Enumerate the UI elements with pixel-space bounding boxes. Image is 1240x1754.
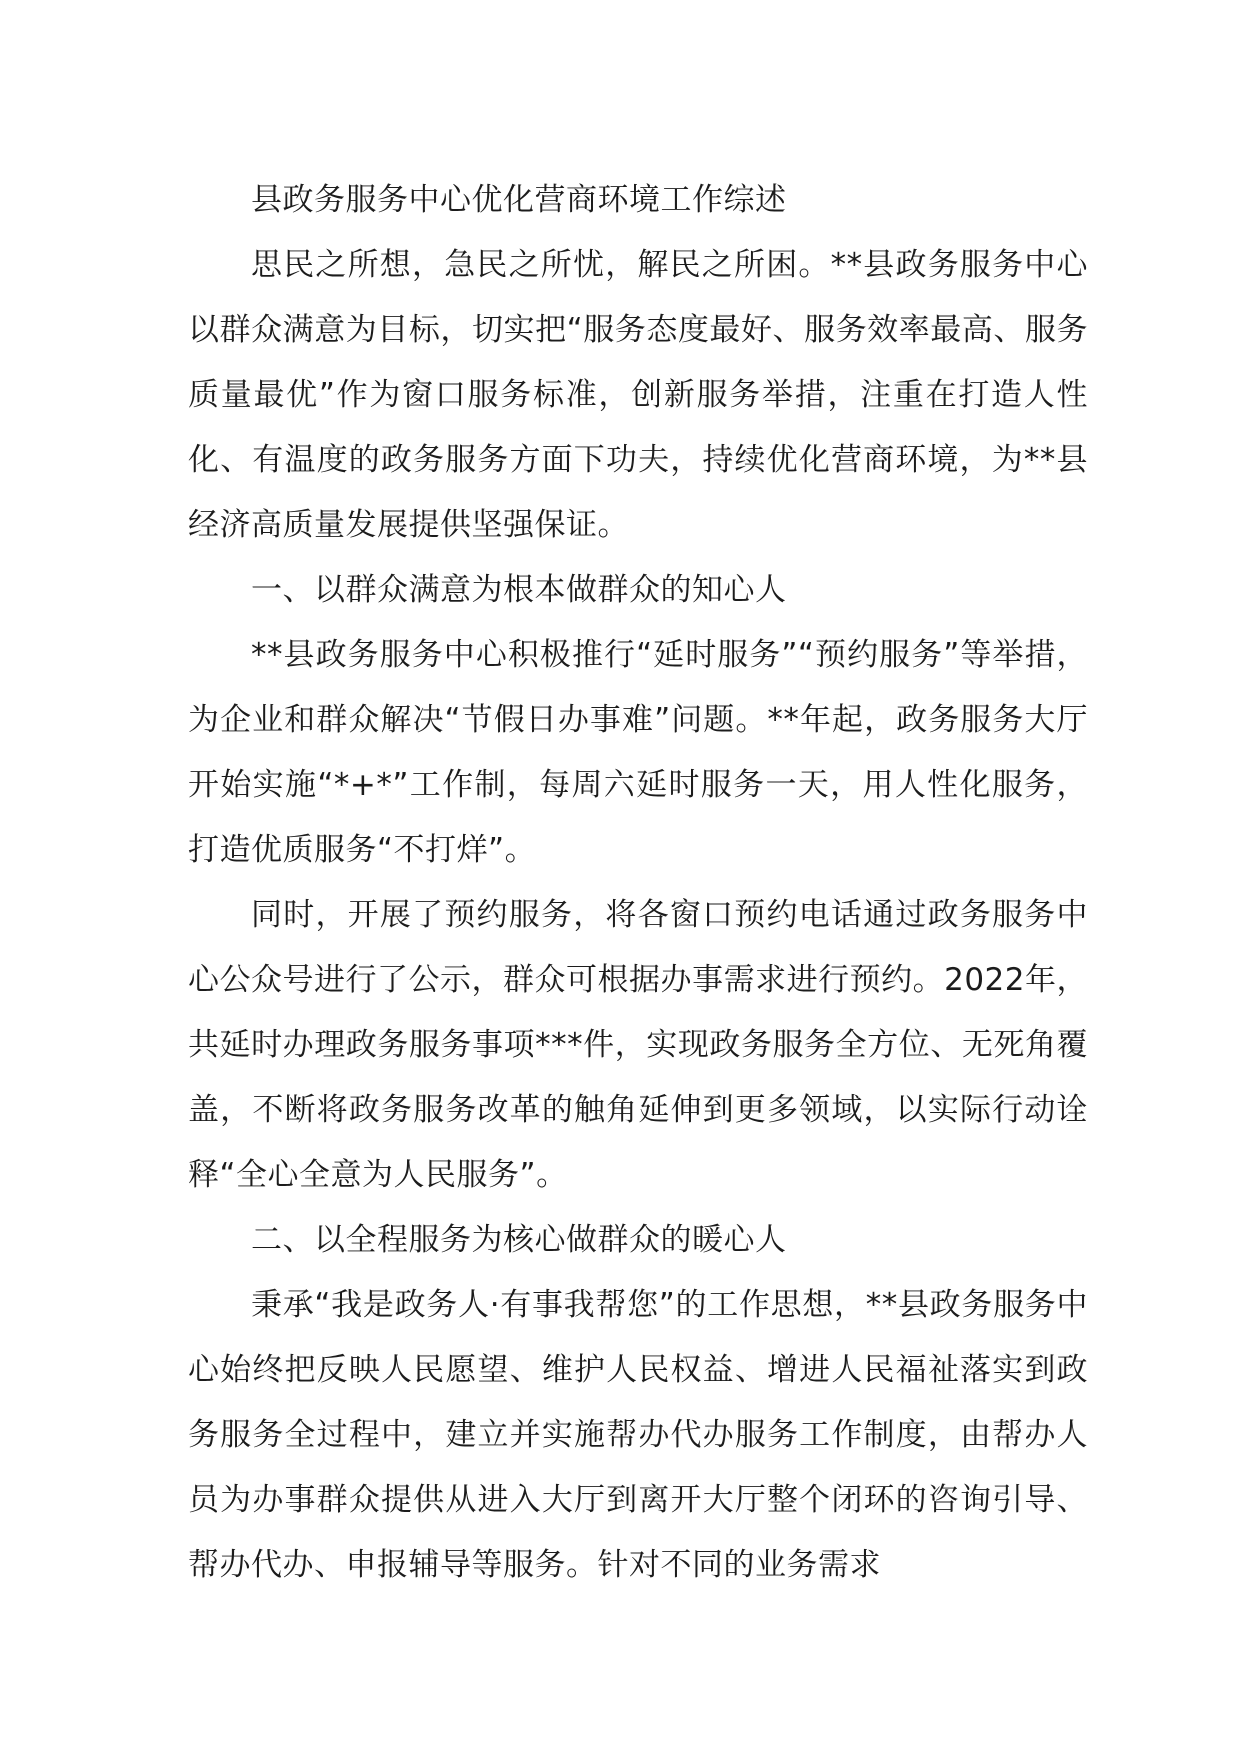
paragraph-extended-service: **县政务服务中心积极推行“延时服务”“预约服务”等举措，为企业和群众解决“节假日办事难”问题。**年起，政务服务大厅开始实施“*+*”工作制，每周六延时服务一天，用人性化服务，打造优质服务“不打烊”。 <box>188 637 1088 868</box>
document-body <box>188 168 1088 1598</box>
paragraph-appointment-service: 同时，开展了预约服务，将各窗口预约电话通过政务服务中心公众号进行了公示，群众可根据办事需求进行预约。2022年，共延时办理政务服务事项***件，实现政务服务全方位、无死角覆盖，不断将政务服务改革的触角延伸到更多领域，以实际行动诠释“全心全意为人民服务”。 <box>188 897 1088 1193</box>
section-heading-2: 二、以全程服务为核心做群众的暖心人 <box>251 1222 787 1258</box>
section-heading-1: 一、以群众满意为根本做群众的知心人 <box>251 572 787 608</box>
paragraph-full-process-service: 秉承“我是政务人·有事我帮您”的工作思想，**县政务服务中心始终把反映人民愿望、维护人民权益、增进人民福祉落实到政务服务全过程中，建立并实施帮办代办服务工作制度，由帮办人员为办事群众提供从进入大厅到离开大厅整个闭环的咨询引导、帮办代办、申报辅导等服务。针对不同的业务需求 <box>188 1287 1088 1583</box>
paragraph-intro: 思民之所想，急民之所忧，解民之所困。**县政务服务中心以群众满意为目标，切实把“服务态度最好、服务效率最高、服务质量最优”作为窗口服务标准，创新服务举措，注重在打造人性化、有温度的政务服务方面下功夫，持续优化营商环境，为**县经济高质量发展提供坚强保证。 <box>188 247 1088 543</box>
document-title: 县政务服务中心优化营商环境工作综述 <box>251 182 787 218</box>
